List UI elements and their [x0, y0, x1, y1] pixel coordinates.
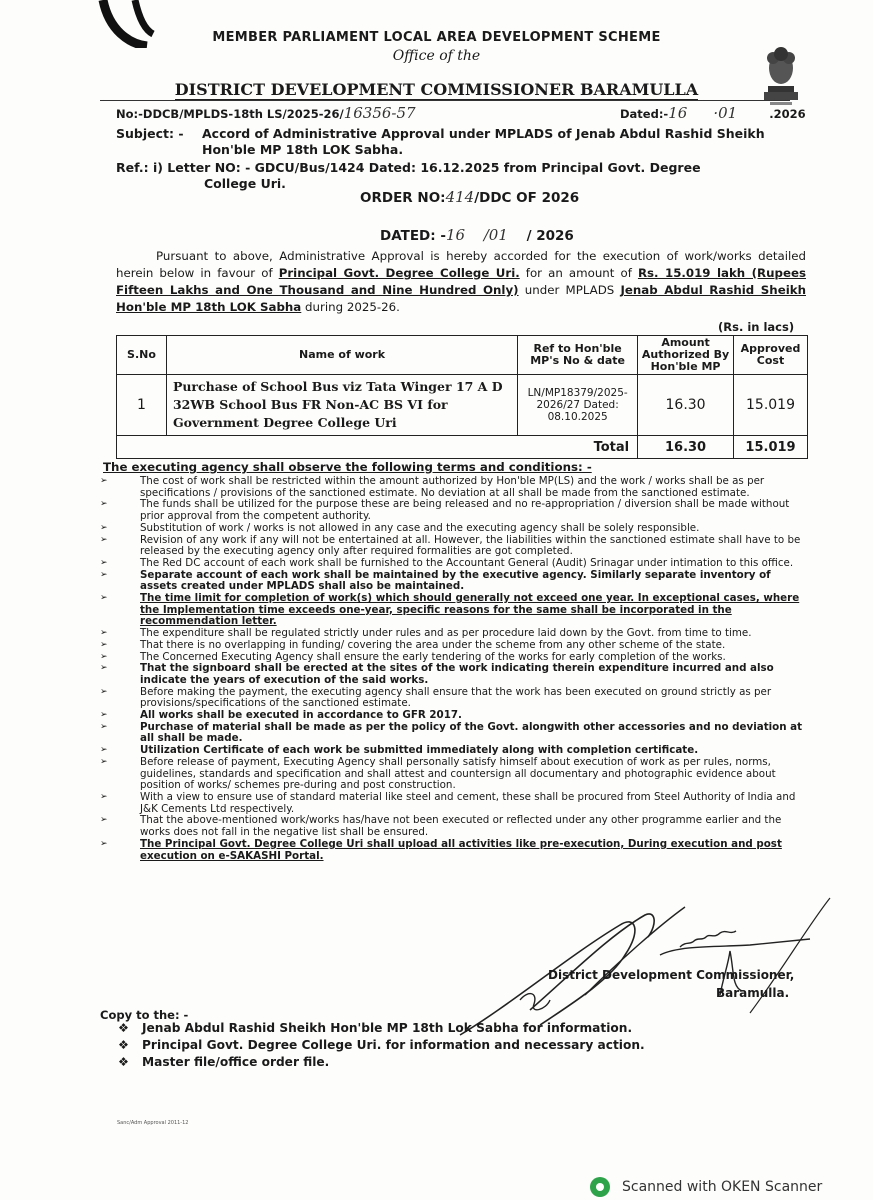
diamond-bullet-icon: ❖ — [118, 1021, 129, 1035]
condition-item: ➢ That the above-mentioned work/works has/have not been executed or reflected under any other programme earlier and the works does not fall in the negative list shall be ensured. — [100, 814, 782, 839]
arrow-bullet-icon: ➢ — [100, 557, 108, 568]
header-divider — [100, 100, 790, 101]
cell-sno: 1 — [117, 375, 167, 436]
copy-item: ❖ Master file/office order file. — [118, 1055, 330, 1069]
table-header-row — [117, 336, 808, 375]
condition-item: ➢ Separate account of each work shall be maintained by the executive agency. Similarly separate inventory of assets created under MPLADS shall also be maintained. — [100, 568, 771, 593]
subject: Subject: - Accord of Administrative Approval under MPLADS of Jenab Abdul Rashid Sheikh Hon'ble MP 18th LOK Sabha. — [116, 126, 765, 157]
table-total-row — [117, 436, 808, 459]
arrow-bullet-icon: ➢ — [100, 815, 108, 826]
letter-number: No:-DDCB/MPLDS-18th LS/2025-26/16356-57 — [116, 104, 416, 122]
conditions-list — [100, 476, 810, 862]
arrow-bullet-icon: ➢ — [100, 593, 108, 604]
cell-approved: 15.019 — [734, 375, 808, 436]
letter-number-handwritten: 16356-57 — [343, 104, 416, 122]
order-date: DATED: -16 /01 / 2026 — [380, 226, 574, 244]
total-amount: 16.30 — [638, 436, 734, 459]
arrow-bullet-icon: ➢ — [100, 499, 108, 510]
office-of-label: Office of the — [392, 48, 481, 64]
diamond-bullet-icon: ❖ — [118, 1055, 129, 1069]
cell-work: Purchase of School Bus viz Tata Winger 17 A D 32WB School Bus FR Non-AC BS VI for Government Degree College Uri — [166, 375, 517, 436]
col-header-sno: S.No — [117, 336, 167, 375]
condition-item: ➢ The time limit for completion of work(s) which should generally not exceed one year. In exceptional cases, where the Implementation time exceeds one-year, specific reasons for the same shall be incorporated in the recommendation letter. — [100, 592, 800, 628]
condition-item: ➢ The funds shall be utilized for the purpose these are being released and no re-appropriation / diversion shall be made without prior approval from the competent authority. — [100, 498, 790, 523]
diamond-bullet-icon: ❖ — [118, 1038, 129, 1052]
scheme-title: MEMBER PARLIAMENT LOCAL AREA DEVELOPMENT SCHEME — [212, 30, 661, 45]
copy-list — [118, 1020, 645, 1071]
conditions-title: The executing agency shall observe the following terms and conditions: - — [103, 460, 592, 474]
arrow-bullet-icon: ➢ — [100, 721, 108, 732]
arrow-bullet-icon: ➢ — [100, 756, 108, 767]
condition-item: ➢ All works shall be executed in accordance to GFR 2017. — [100, 709, 462, 722]
condition-item: ➢ Before release of payment, Executing Agency shall personally satisfy himself about execution of work as per rules, norms, guidelines, standards and specification and shall attest and countersign all documentary and photographic evidence about position of works/ schemes pre-during and post construction. — [100, 755, 776, 792]
condition-item: ➢ Purchase of material shall be made as per the policy of the Govt. alongwith other accessories and no deviation at all shall be made. — [100, 720, 803, 745]
arrow-bullet-icon: ➢ — [100, 628, 108, 639]
condition-item: ➢ The Concerned Executing Agency shall ensure the early tendering of the works for early completion of the works. — [100, 650, 726, 663]
approval-paragraph: Pursuant to above, Administrative Approval is hereby accorded for the execution of work/works detailed herein below in favour of Principal Govt. Degree College Uri. for an amount of Rs. 15.019 lakh (Rupees Fifteen Lakhs and One Thousand and Nine Hundred Only) under MPLADS Jenab Abdul Rashid Sheikh Hon'ble MP 18th LOK Sabha during 2025-26. — [116, 249, 806, 314]
cell-ref: LN/MP18379/2025-2026/27 Dated: 08.10.2025 — [518, 375, 638, 436]
reference: Ref.: i) Letter NO: - GDCU/Bus/1424 Dated: 16.12.2025 from Principal Govt. Degree College Uri. — [116, 160, 701, 191]
copy-item: ❖ Jenab Abdul Rashid Sheikh Hon'ble MP 18th Lok Sabha for information. — [118, 1021, 633, 1035]
copy-item: ❖ Principal Govt. Degree College Uri. for information and necessary action. — [118, 1038, 645, 1052]
condition-item: ➢ That the signboard shall be erected at the sites of the work indicating therein expenditure incurred and also indicate the years of execution of the said works. — [100, 662, 774, 686]
total-label: Total — [117, 436, 638, 459]
letter-date: Dated:-16 ·01 .2026 — [620, 104, 806, 122]
col-header-amount: Amount Authorized By Hon'ble MP — [638, 336, 734, 375]
arrow-bullet-icon: ➢ — [100, 651, 108, 662]
total-approved: 15.019 — [734, 436, 808, 459]
scanner-watermark: Scanned with OKEN Scanner — [590, 1177, 822, 1197]
arrow-bullet-icon: ➢ — [100, 686, 108, 697]
condition-item: ➢ That there is no overlapping in funding/ covering the area under the scheme from any other scheme of the state. — [100, 638, 726, 651]
order-number: ORDER NO:414/DDC OF 2026 — [360, 188, 580, 206]
col-header-work: Name of work — [166, 336, 517, 375]
arrow-bullet-icon: ➢ — [100, 522, 108, 533]
condition-item: ➢ Revision of any work if any will not be entertained at all. However, the liabilities within the sanctioned estimate shall have to be released by the executing agency only after required formalities are got completed. — [100, 533, 801, 558]
works-table — [116, 335, 808, 459]
cell-amount: 16.30 — [638, 375, 734, 436]
condition-item: ➢ The expenditure shall be regulated strictly under rules and as per procedure laid down by the Govt. from time to time. — [100, 627, 752, 640]
condition-item: ➢ The Red DC account of each work shall be furnished to the Accountant General (Audit) Srinagar under intimation to this office. — [100, 556, 794, 569]
signatory: District Development Commissioner, Baramulla. — [548, 968, 795, 1000]
office-title: DISTRICT DEVELOPMENT COMMISSIONER BARAMULLA — [174, 80, 699, 99]
col-header-ref: Ref to Hon'ble MP's No & date — [518, 336, 638, 375]
arrow-bullet-icon: ➢ — [100, 569, 108, 580]
condition-item: ➢ Substitution of work / works is not allowed in any case and the executing agency shall be solely responsible. — [100, 521, 700, 534]
arrow-bullet-icon: ➢ — [100, 838, 108, 849]
condition-item: ➢ Before making the payment, the executing agency shall ensure that the work has been executed on ground strictly as per provisions/specifications of the sanctioned estimate. — [100, 685, 772, 710]
form-number: Sanc/Adm Approval 2011-12 — [117, 1120, 189, 1126]
arrow-bullet-icon: ➢ — [100, 791, 108, 802]
arrow-bullet-icon: ➢ — [100, 476, 108, 486]
table-units: (Rs. in lacs) — [718, 320, 795, 334]
arrow-bullet-icon: ➢ — [100, 663, 108, 674]
condition-item: ➢ The cost of work shall be restricted within the amount authorized by Hon'ble MP(LS) and the work / works shall be as per specifications / provisions of the sanctioned estimate. No deviation at all shall be made from the sanctioned estimate. — [100, 475, 765, 499]
scanner-logo-icon — [590, 1177, 610, 1197]
arrow-bullet-icon: ➢ — [100, 710, 108, 721]
arrow-bullet-icon: ➢ — [100, 639, 108, 650]
arrow-bullet-icon: ➢ — [100, 534, 108, 545]
table-row — [117, 375, 808, 436]
col-header-approved: Approved Cost — [734, 336, 808, 375]
copy-to-title: Copy to the: - — [100, 1008, 189, 1022]
arrow-bullet-icon: ➢ — [100, 745, 108, 756]
condition-item: ➢ Utilization Certificate of each work be submitted immediately along with completion certificate. — [100, 744, 699, 757]
condition-item: ➢ With a view to ensure use of standard material like steel and cement, these shall be procured from Steel Authority of India and J&K Cements Ltd respectively. — [100, 790, 796, 815]
condition-item: ➢ The Principal Govt. Degree College Uri shall upload all activities like pre-execution, During execution and post execution on e-SAKASHI Portal. — [100, 837, 782, 862]
